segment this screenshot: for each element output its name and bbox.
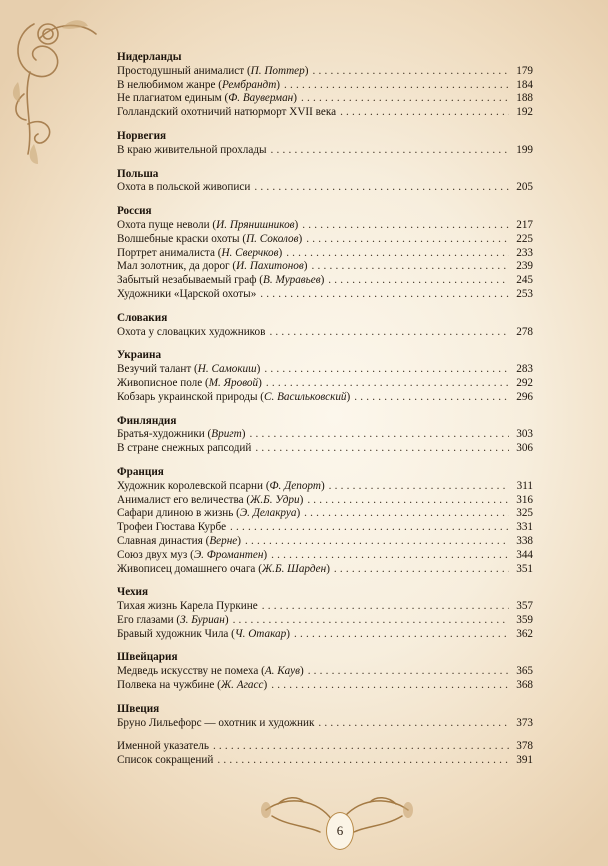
entry-close-paren: ) [326,562,330,575]
section-heading: Финляндия [117,414,177,427]
dot-leader [334,563,509,577]
page-number: 6 [326,812,354,850]
entry-page-number: 365 [516,665,533,678]
entry-title-text: Бравый художник Чила ( [117,627,235,640]
entry-author: З. Буриан [180,613,225,626]
toc-entry [117,65,533,79]
dot-leader [302,219,509,233]
toc-section [117,586,533,641]
toc-entry [117,521,533,535]
entry-title [117,247,282,261]
entry-close-paren: ) [286,627,290,640]
entry-page-number: 233 [516,246,533,259]
toc-entry [117,274,533,288]
dot-leader [271,144,509,158]
entry-author: Э. Делакруа [239,507,297,520]
entry-title-text: Тихая жизнь Карела Пуркине [117,600,258,613]
toc-entry [117,79,533,93]
entry-title [117,326,265,340]
entry-title-text: Братья-художники ( [117,428,212,441]
toc-entry [117,679,533,693]
toc-entry [117,628,533,642]
entry-author: Ч. Отакар [234,627,287,640]
entry-author: Ж. Агасс [220,679,264,692]
dot-leader [354,391,509,405]
entry-title-text: Союз двух муз ( [117,548,194,561]
toc-section [117,349,533,404]
entry-title-text: Список сокращений [117,754,214,767]
entry-close-paren: ) [298,232,303,245]
entry-title [117,288,256,302]
entry-author: Н. Самокиш [197,363,257,376]
entry-title [117,679,267,693]
entry-title-text: Забытый незабываемый граф ( [117,274,264,287]
entry-author: Э. Фромантен [193,548,264,561]
section-heading: Польша [117,167,159,180]
entry-page-number: 391 [516,754,533,767]
entry-page-number: 303 [516,428,533,441]
toc-section [117,312,533,340]
entry-page-number: 199 [516,143,533,156]
entry-page-number: 338 [516,534,533,547]
entry-author: С. Васильковский [264,390,347,403]
toc-entry [117,247,533,261]
entry-title [117,260,307,274]
toc-section [117,415,533,456]
entry-page-number: 205 [516,181,533,194]
toc-entry [117,600,533,614]
entry-title [117,428,245,442]
entry-close-paren: ) [320,274,325,287]
section-heading: Чехия [117,586,149,599]
dot-leader [266,377,509,391]
dot-leader [217,754,509,768]
entry-close-paren: ) [299,493,304,506]
toc-entry [117,181,533,195]
entry-close-paren: ) [256,363,261,376]
dot-leader [264,363,509,377]
entry-title [117,79,280,93]
section-heading: Нидерланды [117,51,182,63]
dot-leader [308,665,509,679]
entry-close-paren: ) [346,390,351,403]
entry-page-number: 253 [516,287,533,300]
entry-title-text: Голландский охотничий натюрморт XVII века [117,106,337,119]
entry-title [117,391,350,405]
entry-title [117,480,325,494]
entry-author: М. Яровой [208,376,259,389]
entry-title [117,754,213,768]
toc-section [117,168,533,196]
entry-title-text: Полвека на чужбине ( [117,679,221,692]
dot-leader [340,106,509,120]
entry-page-number: 184 [516,78,533,91]
dot-leader [312,65,509,79]
entry-title-text: Анималист его величества ( [117,493,251,506]
entry-page-number: 192 [516,106,533,119]
entry-title [117,92,297,106]
entry-author: Ф. Вауверман [228,92,294,105]
entry-author: А. Каув [264,665,300,678]
entry-page-number: 359 [516,613,533,626]
section-heading: Украина [117,349,162,362]
dot-leader [249,428,509,442]
entry-title-text: Кобзарь украинской природы ( [117,390,265,403]
toc-entry [117,377,533,391]
toc-entry [117,391,533,405]
entry-page-number: 245 [516,274,533,287]
section-heading: Швейцария [117,651,178,664]
entry-title-text: Медведь искусству не помеха ( [117,665,265,678]
entry-title-text: Простодушный анималист ( [117,64,251,77]
entry-author: Н. Сверчков [221,246,279,259]
entry-close-paren: ) [263,548,268,561]
entry-page-number: 296 [516,390,533,403]
entry-title-text: В нелюбимом жанре ( [117,78,222,91]
toc-entry [117,233,533,247]
entry-page-number: 179 [516,64,533,77]
entry-page-number: 357 [516,600,533,613]
entry-title [117,549,267,563]
entry-title [117,535,241,549]
entry-page-number: 188 [516,92,533,105]
dot-leader [271,679,509,693]
entry-title [117,717,314,731]
entry-author: Ж.Б. Удри [250,493,300,506]
entry-title-text: Везучий талант ( [117,363,198,376]
entry-page-number: 217 [516,218,533,231]
entry-author: Верне [209,534,238,547]
entry-title-text: Сафари длиною в жизнь ( [117,507,240,520]
entry-title [117,614,229,628]
entry-close-paren: ) [276,78,281,91]
dot-leader [286,247,509,261]
entry-page-number: 239 [516,260,533,273]
dot-leader [262,600,509,614]
entry-title-text: В краю живительной прохлады [117,143,267,156]
entry-author: И. Прянишников [216,218,295,231]
toc-entry [117,219,533,233]
entry-author: П. Соколов [246,232,299,245]
dot-leader [284,79,509,93]
entry-title [117,521,226,535]
toc-entry [117,326,533,340]
entry-title-text: Волшебные краски охоты ( [117,232,247,245]
entry-page-number: 316 [516,493,533,506]
entry-close-paren: ) [303,260,308,273]
toc-entry [117,549,533,563]
entry-page-number: 292 [516,376,533,389]
entry-title [117,494,303,508]
toc-section [117,205,533,302]
dot-leader [301,92,509,106]
section-heading: Франция [117,465,164,478]
entry-title [117,563,330,577]
entry-page-number: 351 [516,562,533,575]
toc-entry [117,144,533,158]
dot-leader [245,535,509,549]
entry-page-number: 368 [516,679,533,692]
toc-entry [117,480,533,494]
entry-author: П. Поттер [250,64,305,77]
entry-title [117,219,298,233]
entry-page-number: 278 [516,325,533,338]
entry-title-text: Бруно Лильефорс — охотник и художник [117,716,315,729]
dot-leader [294,628,509,642]
entry-close-paren: ) [320,479,325,492]
entry-title-text: Именной указатель [117,740,209,753]
toc-entry [117,563,533,577]
dot-leader [269,326,509,340]
entry-close-paren: ) [263,679,268,692]
entry-title [117,507,300,521]
entry-close-paren: ) [241,428,246,441]
dot-leader [230,521,509,535]
entry-close-paren: ) [237,534,241,547]
entry-title-text: В стране снежных рапсодий [117,442,252,455]
dot-leader [329,480,509,494]
dot-leader [255,442,509,456]
toc-entry [117,288,533,302]
entry-title-text: Славная династия ( [117,534,210,547]
entry-title-text: Живописец домашнего очага ( [117,562,262,575]
entry-author: Ф. Депорт [269,479,321,492]
toc-section [117,466,533,576]
dot-leader [233,614,509,628]
toc-entry [117,535,533,549]
entry-close-paren: ) [293,92,297,105]
entry-title [117,233,302,247]
dot-leader [271,549,509,563]
dot-leader [260,288,509,302]
entry-title [117,274,324,288]
entry-page-number: 325 [516,507,533,520]
dot-leader [306,233,509,247]
entry-author: Рембрандт [221,78,277,91]
toc-entry [117,754,533,768]
dot-leader [254,181,509,195]
toc-section [117,740,533,768]
toc-entry [117,507,533,521]
entry-page-number: 225 [516,232,533,245]
toc-entry [117,428,533,442]
toc-entry [117,92,533,106]
entry-page-number: 283 [516,363,533,376]
entry-close-paren: ) [294,218,299,231]
entry-title-text: Художники «Царской охоты» [117,287,257,300]
toc-entry [117,717,533,731]
dot-leader [318,717,509,731]
entry-title [117,628,290,642]
entry-title [117,181,250,195]
entry-title-text: Охота в польской живописи [117,181,251,194]
toc-entry [117,740,533,754]
entry-author: Вригт [211,428,242,441]
table-of-contents [117,51,533,778]
dot-leader [328,274,509,288]
entry-title [117,442,251,456]
entry-title [117,665,304,679]
floral-corner-ornament-icon [4,4,116,172]
toc-entry [117,614,533,628]
entry-title-text: Охота пуще неволи ( [117,218,217,231]
entry-close-paren: ) [296,507,301,520]
entry-title [117,377,262,391]
toc-entry [117,494,533,508]
entry-close-paren: ) [299,665,304,678]
entry-title-text: Не плагиатом единым ( [117,92,229,105]
entry-title [117,106,336,120]
section-heading: Норвегия [117,129,167,142]
toc-entry [117,665,533,679]
entry-close-paren: ) [278,246,283,259]
entry-title [117,740,209,754]
entry-title [117,144,267,158]
dot-leader [307,494,509,508]
entry-title [117,363,260,377]
entry-title-text: Его глазами ( [117,613,181,626]
toc-section [117,51,533,120]
section-heading: Словакия [117,311,168,324]
entry-title [117,600,258,614]
toc-section [117,703,533,731]
dot-leader [311,260,509,274]
toc-entry [117,363,533,377]
entry-author: В. Муравьев [263,274,321,287]
entry-close-paren: ) [304,64,309,77]
entry-page-number: 306 [516,442,533,455]
entry-close-paren: ) [258,376,262,389]
entry-page-number: 311 [516,479,533,492]
section-heading: Россия [117,205,152,218]
entry-title-text: Портрет анималиста ( [117,246,222,259]
toc-section [117,130,533,158]
entry-page-number: 331 [516,521,533,534]
entry-title [117,65,308,79]
entry-title-text: Трофеи Гюстава Курбе [117,521,227,534]
section-heading: Швеция [117,702,160,715]
toc-section [117,651,533,692]
entry-title-text: Художник королевской псарни ( [117,479,270,492]
toc-entry [117,442,533,456]
entry-author: И. Пахитонов [236,260,304,273]
entry-title-text: Мал золотник, да дорог ( [117,260,237,273]
entry-page-number: 344 [516,548,533,561]
entry-title-text: Охота у словацких художников [117,325,266,338]
entry-page-number: 373 [516,716,533,729]
toc-entry [117,106,533,120]
entry-author: Ж.Б. Шарден [261,562,327,575]
entry-close-paren: ) [224,613,229,626]
dot-leader [213,740,509,754]
dot-leader [304,507,509,521]
entry-page-number: 378 [516,740,533,753]
toc-entry [117,260,533,274]
entry-title-text: Живописное поле ( [117,376,209,389]
entry-page-number: 362 [516,627,533,640]
